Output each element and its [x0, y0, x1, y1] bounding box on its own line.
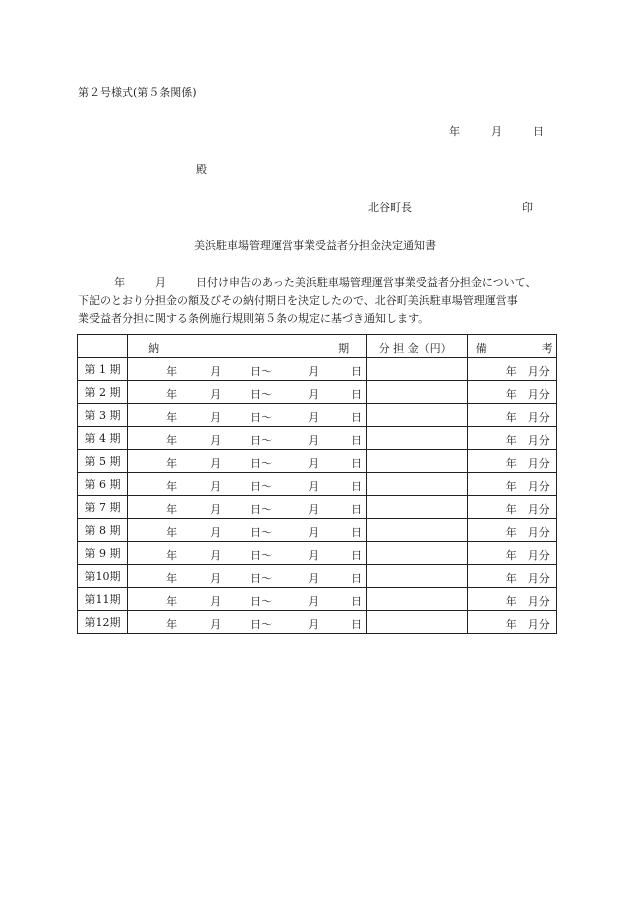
amount-cell[interactable]	[366, 404, 467, 427]
issuer-name: 北谷町長	[368, 201, 412, 214]
remarks-cell: 年 月分	[467, 381, 556, 404]
table-row	[78, 358, 557, 381]
payment-dates-cell: 年 月 日～ 月 日	[128, 358, 366, 381]
date-year: 年	[449, 125, 460, 138]
date-day: 日	[533, 125, 544, 138]
period-label: 第 7 期	[78, 496, 128, 519]
remarks-cell: 年 月分	[467, 496, 556, 519]
payment-dates-cell: 年 月 日～ 月 日	[128, 542, 366, 565]
form-number: 第２号様式(第５条関係)	[78, 86, 197, 99]
amount-cell[interactable]	[366, 358, 467, 381]
period-label: 第 5 期	[78, 450, 128, 473]
payment-dates-cell: 年 月 日～ 月 日	[128, 381, 366, 404]
header-payment-period: 納 期	[128, 335, 366, 358]
table-row	[78, 381, 557, 404]
amount-cell[interactable]	[366, 565, 467, 588]
payment-dates-cell: 年 月 日～ 月 日	[128, 473, 366, 496]
table-row	[78, 450, 557, 473]
remarks-cell: 年 月分	[467, 565, 556, 588]
amount-cell[interactable]	[366, 611, 467, 634]
body-text	[78, 274, 558, 328]
amount-cell[interactable]	[366, 496, 467, 519]
payment-dates-cell: 年 月 日～ 月 日	[128, 611, 366, 634]
remarks-cell: 年 月分	[467, 519, 556, 542]
table-row	[78, 588, 557, 611]
addressee-suffix: 殿	[196, 163, 207, 176]
amount-cell[interactable]	[366, 519, 467, 542]
period-label: 第 4 期	[78, 427, 128, 450]
payment-dates-cell: 年 月 日～ 月 日	[128, 427, 366, 450]
period-label: 第10期	[78, 565, 128, 588]
remarks-cell: 年 月分	[467, 542, 556, 565]
remarks-cell: 年 月分	[467, 473, 556, 496]
period-label: 第 6 期	[78, 473, 128, 496]
amount-cell[interactable]	[366, 381, 467, 404]
period-label: 第 8 期	[78, 519, 128, 542]
header-amount: 分 担 金（円）	[366, 335, 467, 358]
remarks-cell: 年 月分	[467, 450, 556, 473]
amount-cell[interactable]	[366, 427, 467, 450]
payment-dates-cell: 年 月 日～ 月 日	[128, 588, 366, 611]
table-row	[78, 519, 557, 542]
payment-dates-cell: 年 月 日～ 月 日	[128, 404, 366, 427]
remarks-cell: 年 月分	[467, 427, 556, 450]
date-month: 月	[491, 125, 502, 138]
period-label: 第11期	[78, 588, 128, 611]
remarks-cell: 年 月分	[467, 588, 556, 611]
remarks-cell: 年 月分	[467, 611, 556, 634]
table-row	[78, 496, 557, 519]
remarks-cell: 年 月分	[467, 404, 556, 427]
table-row	[78, 565, 557, 588]
table-row	[78, 404, 557, 427]
period-label: 第 3 期	[78, 404, 128, 427]
payment-dates-cell: 年 月 日～ 月 日	[128, 565, 366, 588]
table-row	[78, 473, 557, 496]
amount-cell[interactable]	[366, 542, 467, 565]
period-label: 第 1 期	[78, 358, 128, 381]
body-line-2: 下記のとおり分担金の額及びその納付期日を決定したので、北谷町美浜駐車場管理運営事	[78, 294, 518, 307]
period-label: 第 2 期	[78, 381, 128, 404]
payment-dates-cell: 年 月 日～ 月 日	[128, 519, 366, 542]
amount-cell[interactable]	[366, 450, 467, 473]
amount-cell[interactable]	[366, 588, 467, 611]
period-label: 第 9 期	[78, 542, 128, 565]
table-header-row	[78, 335, 557, 358]
table-row	[78, 542, 557, 565]
payment-dates-cell: 年 月 日～ 月 日	[128, 450, 366, 473]
period-label: 第12期	[78, 611, 128, 634]
date-line	[449, 123, 544, 139]
header-blank	[78, 335, 128, 358]
seal-mark: 印	[522, 201, 533, 214]
remarks-cell: 年 月分	[467, 358, 556, 381]
table-row	[78, 611, 557, 634]
amount-cell[interactable]	[366, 473, 467, 496]
payment-schedule-table	[77, 334, 557, 634]
body-line-3: 業受益者分担に関する条例施行規則第５条の規定に基づき通知します。	[78, 312, 430, 325]
document-title: 美浜駐車場管理運営事業受益者分担金決定通知書	[194, 239, 436, 252]
header-remarks: 備 考	[467, 335, 556, 358]
payment-dates-cell: 年 月 日～ 月 日	[128, 496, 366, 519]
table-row	[78, 427, 557, 450]
body-line-1: 年 月 日付け申告のあった美浜駐車場管理運営事業受益者分担金について、	[114, 276, 537, 289]
